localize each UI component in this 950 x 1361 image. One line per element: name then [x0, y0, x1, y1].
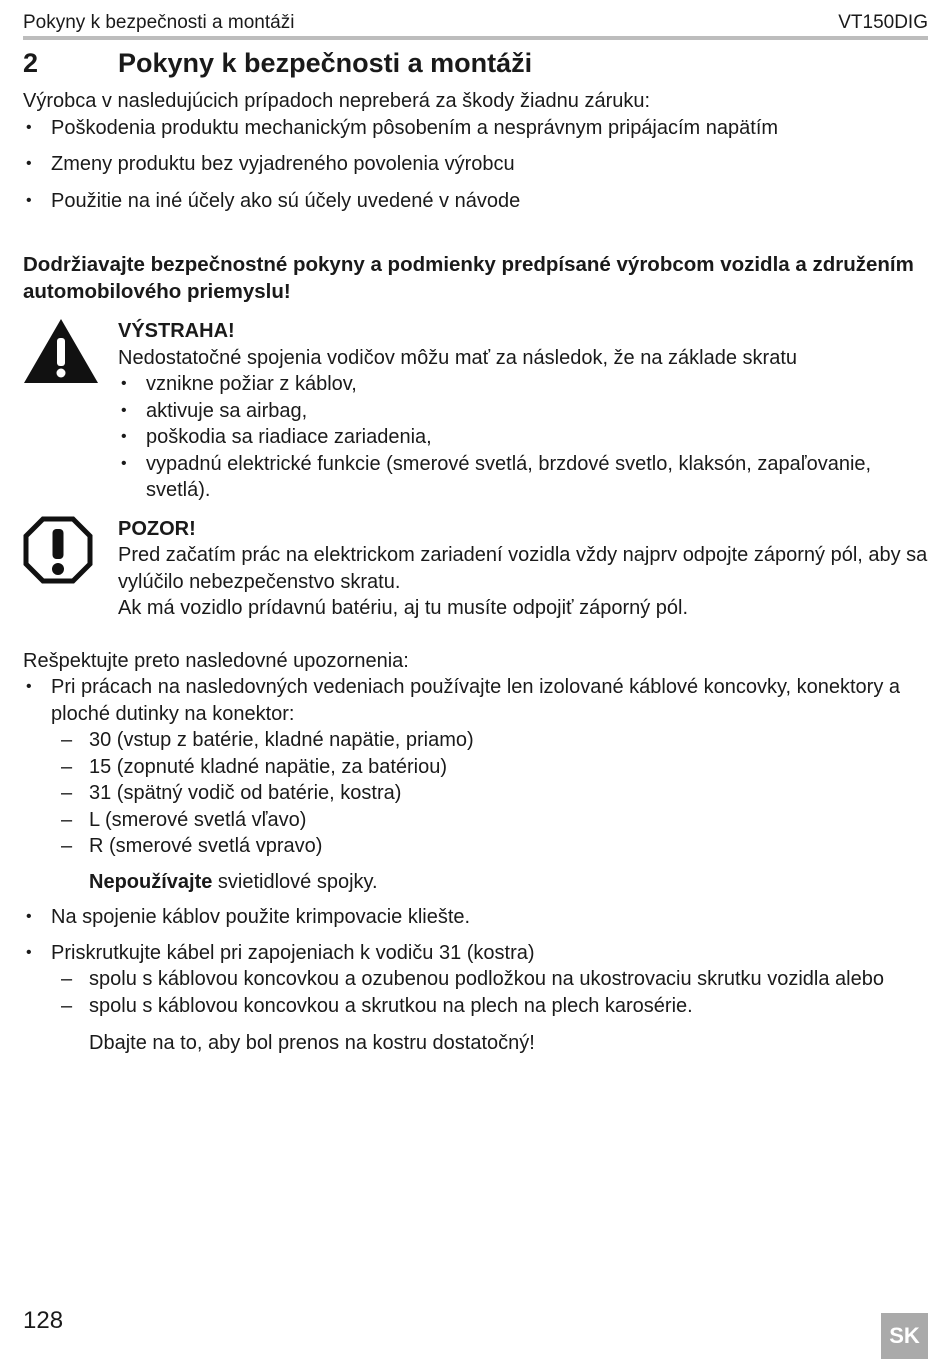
- instructions-list: [23, 674, 928, 1057]
- warning-text: Nedostatočné spojenia vodičov môžu mať za následok, že na základe skratu: [118, 346, 797, 369]
- list-item: – L (smerové svetlá vľavo): [51, 807, 928, 834]
- header-section-title: Pokyny k bezpečnosti a montáži: [23, 12, 295, 33]
- list-item: – 30 (vstup z batérie, kladné napätie, priamo): [51, 727, 928, 754]
- note-emphasis: Nepoužívajte: [89, 870, 213, 893]
- instruction-text: • Priskrutkujte kábel pri zapojeniach k vodiču 31 (kostra): [51, 941, 535, 964]
- safety-notice: Dodržiavajte bezpečnostné pokyny a podmienky predpísané výrobcom vozidla a združením automobilového priemyslu!: [23, 253, 914, 303]
- caution-callout: [23, 516, 928, 622]
- page-number: 128: [23, 1307, 64, 1334]
- connector-note: [51, 869, 928, 896]
- warning-heading: VÝSTRAHA!: [118, 320, 235, 342]
- instruction-text: • Pri prácach na nasledovných vedeniach používajte len izolované káblové koncovky, konektory a ploché dutinky na konektor:: [51, 676, 901, 725]
- chapter-heading: [23, 44, 928, 82]
- list-item: [23, 940, 928, 1057]
- warning-callout: [23, 318, 928, 504]
- caution-text: Pred začatím prác na elektrickom zariadení vozidla vždy najprv odpojte záporný pól, aby sa vylúčilo nebezpečenstvo skratu.: [118, 544, 928, 593]
- document-page: [23, 0, 928, 1066]
- list-item: – 31 (spätný vodič od batérie, kostra): [51, 780, 928, 807]
- warning-body: [118, 318, 928, 504]
- header-model: VT150DIG: [838, 12, 928, 33]
- list-item: – R (smerové svetlá vpravo): [51, 833, 928, 860]
- list-item: [23, 904, 928, 931]
- list-item: • poškodia sa riadiace zariadenia,: [118, 424, 928, 451]
- running-header: [23, 0, 928, 40]
- caution-text: Ak má vozidlo prídavnú batériu, aj tu musíte odpojiť záporný pól.: [118, 597, 689, 619]
- list-item: • Poškodenia produktu mechanickým pôsobením a nesprávnym pripájacím napätím: [23, 115, 928, 142]
- caution-octagon-icon: [23, 516, 118, 622]
- list-item: • aktivuje sa airbag,: [118, 398, 928, 425]
- list-item: – spolu s káblovou koncovkou a ozubenou podložkou na ukostrovaciu skrutku vozidla alebo: [51, 966, 928, 993]
- chapter-number: 2: [23, 47, 39, 78]
- list-item: • vznikne požiar z káblov,: [118, 371, 928, 398]
- ground-note: Dbajte na to, aby bol prenos na kostru dostatočný!: [89, 1032, 535, 1054]
- list-item: – spolu s káblovou koncovkou a skrutkou na plech na plech karosérie.: [51, 993, 928, 1020]
- intro-text: Výrobca v nasledujúcich prípadoch nepreberá za škody žiadnu záruku:: [23, 90, 651, 112]
- warranty-exclusions-list: [23, 115, 928, 215]
- warning-consequences-list: [118, 371, 928, 504]
- ground-options-list: [51, 966, 928, 1019]
- list-item: • vypadnú elektrické funkcie (smerové svetlá, brzdové svetlo, klaksón, zapaľovanie, svetlá).: [118, 451, 928, 504]
- list-item: • Zmeny produktu bez vyjadreného povolenia výrobcu: [23, 151, 928, 178]
- caution-heading: POZOR!: [118, 517, 196, 540]
- chapter-title: Pokyny k bezpečnosti a montáži: [118, 47, 533, 78]
- language-tab: SK: [881, 1313, 928, 1359]
- list-item: – 15 (zopnuté kladné napätie, za batériou): [51, 754, 928, 781]
- list-item: [23, 674, 928, 895]
- warning-triangle-icon: [23, 318, 118, 504]
- caution-body: [118, 516, 928, 622]
- note-rest: svietidlové spojky.: [212, 870, 378, 893]
- list-item: • Použitie na iné účely ako sú účely uvedené v návode: [23, 188, 928, 215]
- respect-intro: Rešpektujte preto nasledovné upozornenia:: [23, 649, 409, 672]
- instruction-text: • Na spojenie káblov použite krimpovacie kliešte.: [51, 906, 471, 928]
- terminal-list: [51, 727, 928, 860]
